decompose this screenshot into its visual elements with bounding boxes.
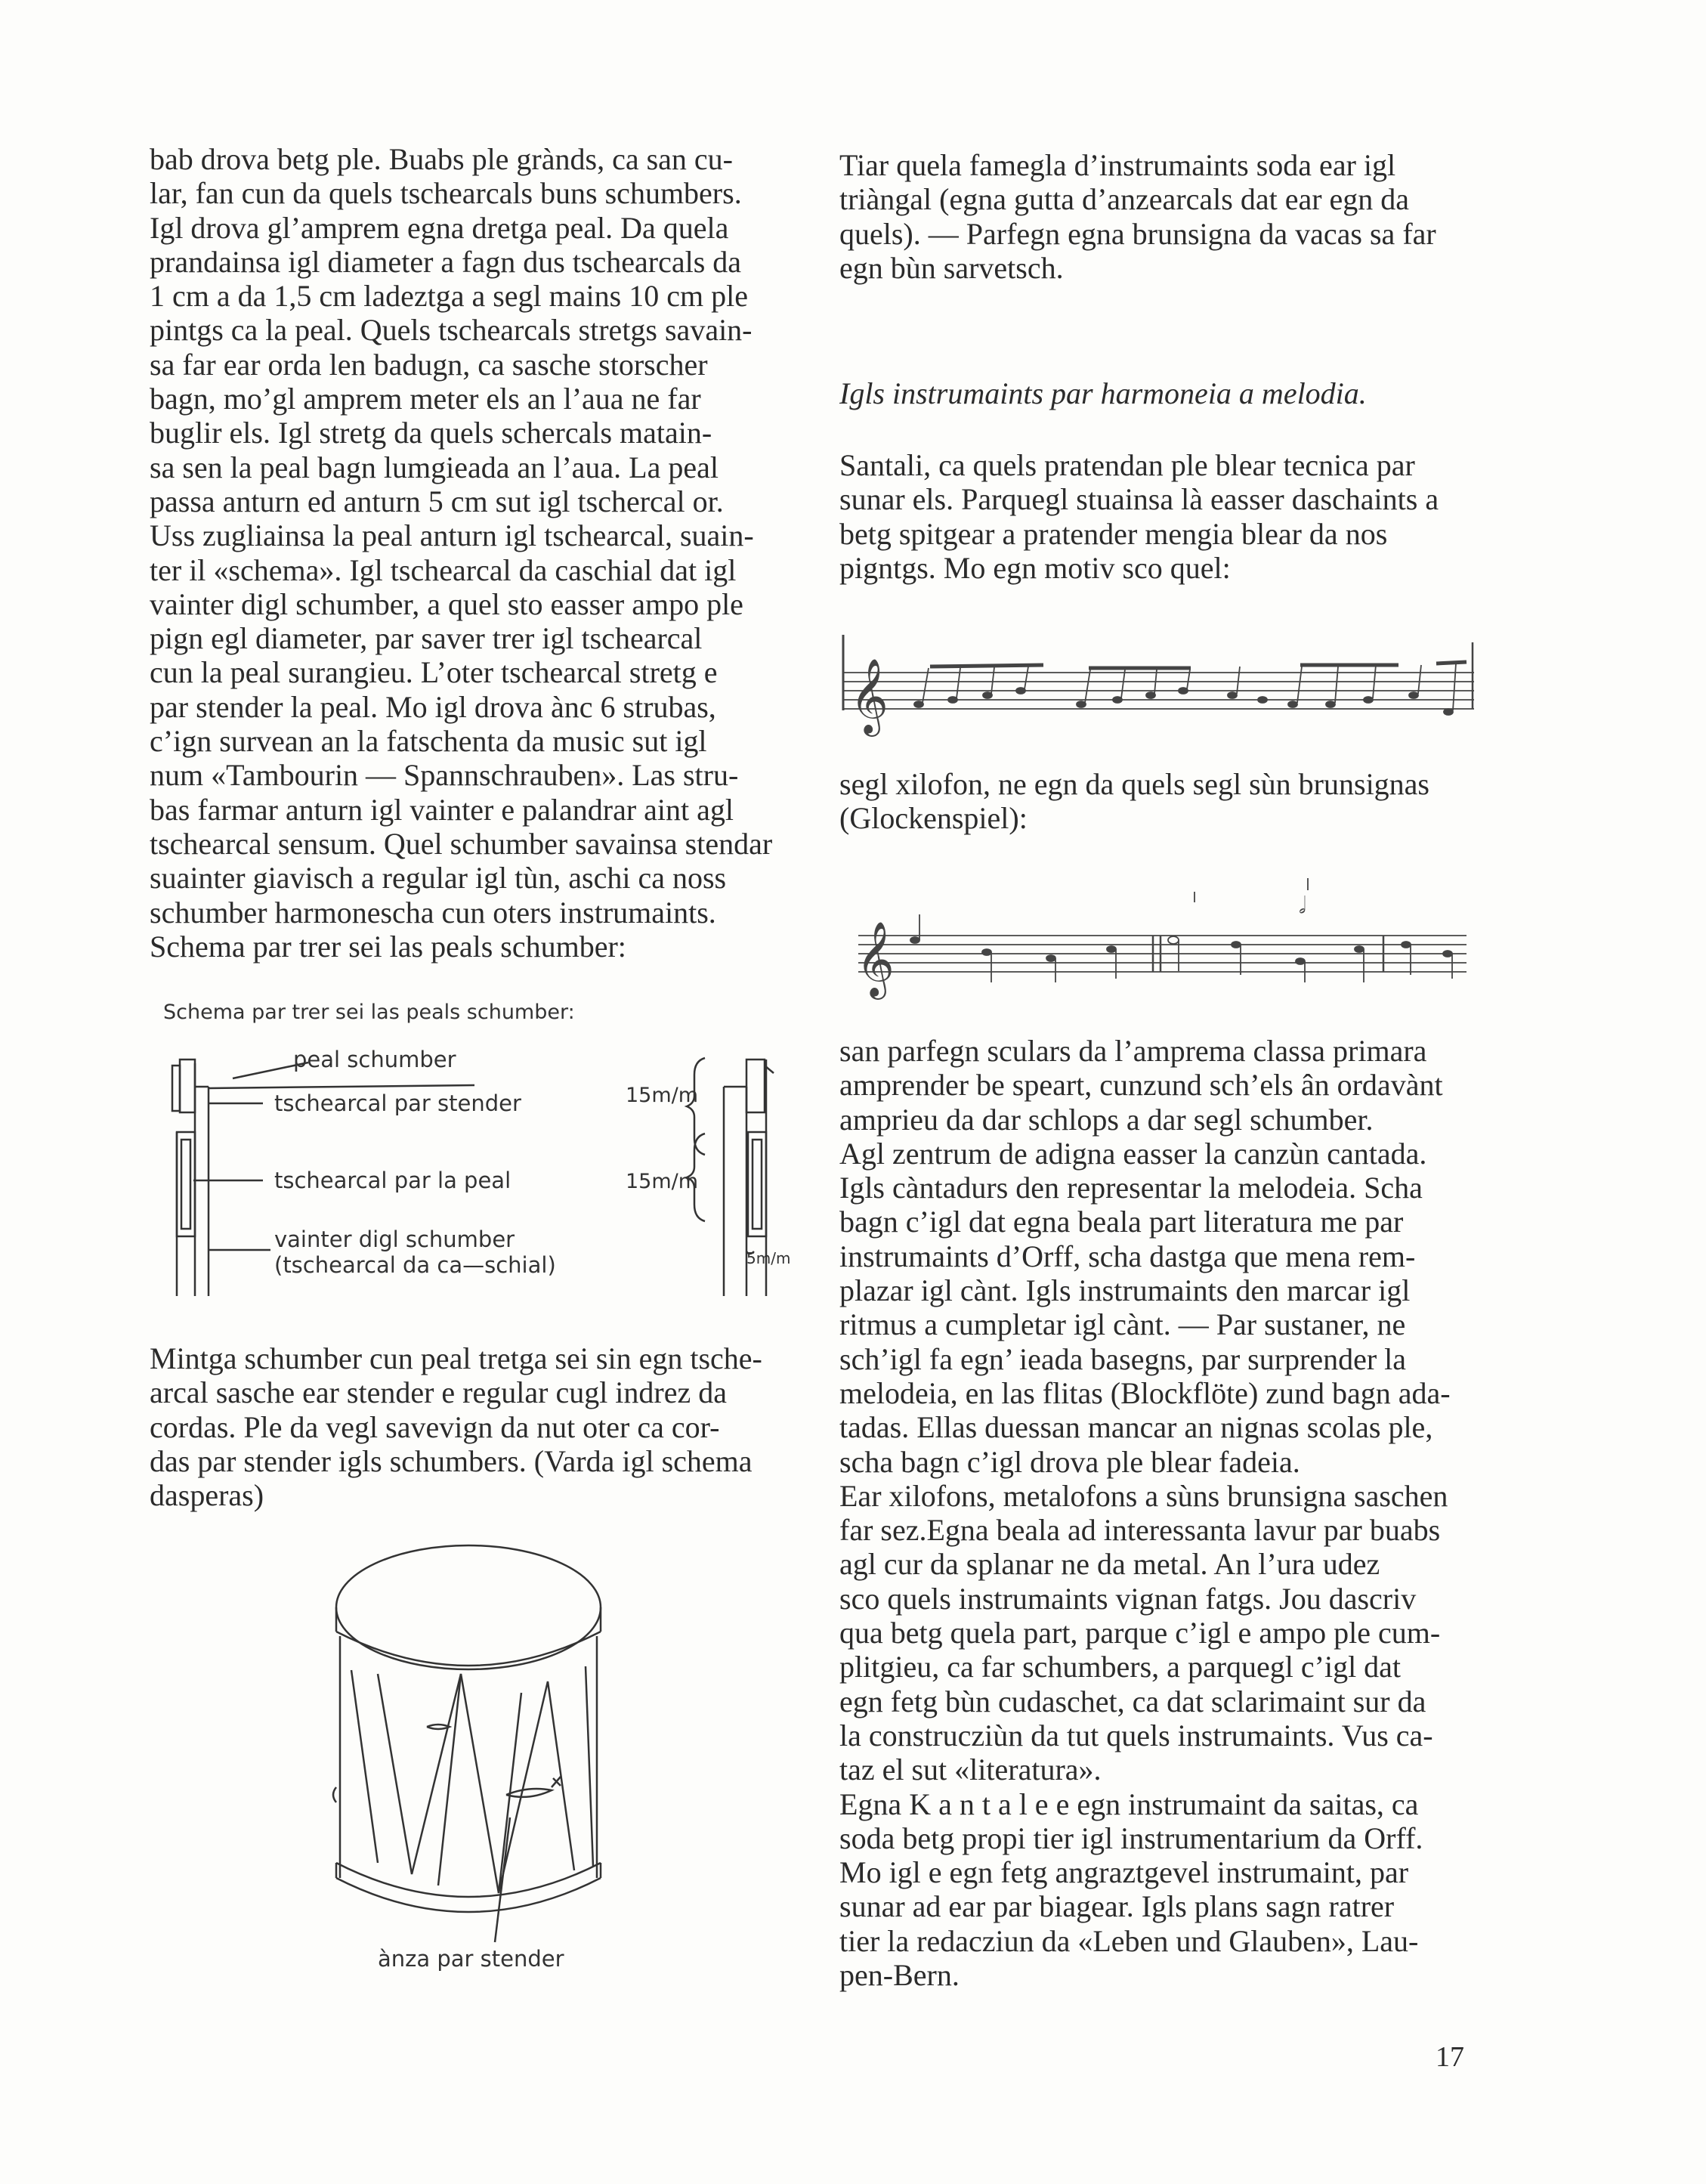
- text-line: amprieu da dar schlops a dar segl schumber.: [839, 1102, 1374, 1137]
- schema-left-clip: [172, 1066, 180, 1111]
- text-line: melodeia, en las flitas (Blockflöte) zund bagn ada-: [839, 1375, 1451, 1410]
- text-line: vainter digl schumber, a quel sto easser ampo ple: [150, 586, 743, 621]
- text-line: egn bùn sarvetsch.: [839, 250, 1064, 285]
- drum-caption: ànza par stender: [378, 1946, 564, 1972]
- text-line: Igl drova gl’amprem egna dretga peal. Da quela: [150, 210, 729, 245]
- text-line: sa far ear orda len badugn, ca sasche storscher: [150, 347, 708, 382]
- text-line: sco quels instrumaints vignan fatgs. Jou dascriv: [839, 1581, 1417, 1616]
- right-column-paragraph-2: [839, 448, 1495, 585]
- text-line: sch’igl fa egn’ ieada basegns, par surprender la: [839, 1341, 1407, 1376]
- schema-right-ring: [748, 1132, 766, 1236]
- text-line: egn fetg bùn cudaschet, ca dat sclarimaint sur da: [839, 1684, 1426, 1718]
- text-line: Agl zentrum de adigna easser la canzùn cantada.: [839, 1136, 1427, 1171]
- text-line: segl xilofon, ne egn da quels segl sùn brunsignas: [839, 767, 1429, 801]
- text-line: Mintga schumber cun peal tretga sei sin egn tsche-: [150, 1341, 762, 1375]
- text-line: Santali, ca quels pratendan ple blear tecnica par: [839, 448, 1415, 482]
- schema-label-tschearcal-peal: tschearcal par la peal: [274, 1168, 511, 1193]
- text-line: pintgs ca la peal. Quels tschearcals stretgs savain-: [150, 313, 753, 348]
- text-line: sa sen la peal bagn lumgieada an l’aua. La peal: [150, 450, 719, 484]
- text-line: cordas. Ple da vegl savevign da nut oter ca cor-: [150, 1409, 720, 1444]
- text-line: schumber harmonescha cun oters instrumaints.: [150, 895, 716, 930]
- right-column-paragraph-4: [839, 1034, 1495, 1992]
- text-line: Igls càntadurs den representar la melodeia. Scha: [839, 1171, 1423, 1205]
- text-line: far sez.Egna beala ad interessanta lavur par buabs: [839, 1513, 1441, 1548]
- schema-right-clamp: [746, 1060, 765, 1112]
- drumhead-schema-diagram: [150, 990, 814, 1307]
- text-line: arcal sasche ear stender e regular cugl indrez da: [150, 1375, 728, 1410]
- text-line: Egna K a n t a l e e egn instrumaint da saitas, ca: [839, 1786, 1419, 1821]
- text-line: taz el sut «literatura».: [839, 1752, 1102, 1787]
- schema-label-peal: peal schumber: [293, 1047, 456, 1072]
- text-line: buglir els. Igl stretg da quels schercals matain-: [150, 416, 712, 450]
- text-line: Ear xilofons, metalofons a sùns brunsigna saschen: [839, 1478, 1448, 1513]
- schema-label-vainter-2: (tschearcal da ca—schial): [274, 1252, 556, 1278]
- right-column-paragraph-3: [839, 767, 1495, 836]
- music-staff-motif-2: [839, 877, 1474, 1005]
- drum-tension-buckle: [506, 1789, 552, 1797]
- text-line: par stender la peal. Mo igl drova ànc 6 strubas,: [150, 689, 716, 724]
- schema-label-tschearcal-stender: tschearcal par stender: [274, 1090, 521, 1116]
- text-line: scha bagn c’igl drova ple blear fadeia.: [839, 1444, 1300, 1479]
- text-line: amprender be speart, cunzund sch’els ân ordavànt: [839, 1068, 1443, 1103]
- text-line: sunar els. Parquegl stuainsa là easser daschaints a: [839, 482, 1439, 517]
- text-line: suainter giavisch a regular igl tùn, aschi ca noss: [150, 861, 727, 896]
- section-heading: Igls instrumaints par harmoneia a melodia.: [839, 376, 1367, 410]
- schema-left-clamp: [180, 1060, 195, 1112]
- text-line: ter il «schema». Igl tschearcal da caschial dat igl: [150, 552, 737, 587]
- text-line: bagn c’igl dat egna beala part literatura me par: [839, 1205, 1404, 1239]
- half-note-icon: 𝅗𝅥: [1299, 892, 1306, 919]
- text-line: la construcziùn da tut quels instrumaints. Vus ca-: [839, 1718, 1433, 1752]
- text-line: Schema par trer sei las peals schumber:: [150, 929, 626, 964]
- drum-illustration: [317, 1538, 635, 1961]
- text-line: cun la peal surangieu. L’oter tschearcal stretg e: [150, 655, 718, 690]
- text-line: passa anturn ed anturn 5 cm sut igl tschercal or.: [150, 484, 724, 518]
- text-line: prandainsa igl diameter a fagn dus tschearcals da: [150, 244, 742, 279]
- text-line: Tiar quela famegla d’instrumaints soda ear igl: [839, 148, 1396, 182]
- schema-label-vainter-1: vainter digl schumber: [274, 1227, 515, 1252]
- page-number: 17: [1436, 2041, 1464, 2073]
- schema-dimension-1: 15m/m: [626, 1084, 699, 1107]
- text-line: betg spitgear a pratender mengia blear da nos: [839, 516, 1388, 551]
- schema-dimension-3: 5m/m: [746, 1249, 791, 1267]
- text-line: instrumaints d’Orff, scha dastga que mena rem-: [839, 1239, 1416, 1273]
- text-line: Uss zugliainsa la peal anturn igl tschearcal, suain-: [150, 518, 754, 553]
- text-line: qua betg quela part, parque c’igl e ampo ple cum-: [839, 1616, 1441, 1650]
- text-line: soda betg propi tier igl instrumentarium da Orff.: [839, 1821, 1423, 1855]
- schema-left-ring: [177, 1132, 195, 1236]
- text-line: 1 cm a da 1,5 cm ladeztga a segl mains 10 cm ple: [150, 279, 748, 314]
- text-line: pign egl diameter, par saver trer igl tschearcal: [150, 621, 703, 656]
- text-line: das par stender igls schumbers. (Varda igl schema: [150, 1443, 753, 1478]
- right-column-paragraph-1: [839, 148, 1495, 285]
- text-line: tadas. Ellas duessan mancar an nignas scolas ple,: [839, 1410, 1433, 1445]
- text-line: bagn, mo’gl amprem meter els an l’aua ne far: [150, 382, 701, 416]
- text-line: num «Tambourin — Spannschrauben». Las stru-: [150, 758, 739, 793]
- text-line: bab drova betg ple. Buabs ple grànds, ca san cu-: [150, 142, 733, 176]
- schema-dimension-2: 15m/m: [626, 1170, 699, 1193]
- text-line: ritmus a cumpletar igl cànt. — Par sustaner, ne: [839, 1307, 1406, 1342]
- text-line: triàngal (egna gutta d’anzearcals dat ear egn da: [839, 182, 1410, 217]
- text-line: Mo igl e egn fetg angraztgevel instrumaint, par: [839, 1855, 1409, 1890]
- text-line: tschearcal sensum. Quel schumber savainsa stendar: [150, 826, 773, 861]
- text-line: plazar igl cànt. Igls instrumaints den marcar igl: [839, 1273, 1411, 1308]
- schema-title: Schema par trer sei las peals schumber:: [163, 1001, 575, 1024]
- text-line: c’ign survean an la fatschenta da music sut igl: [150, 724, 707, 759]
- text-line: quels). — Parfegn egna brunsigna da vacas sa far: [839, 216, 1436, 251]
- text-line: san parfegn sculars da l’amprema classa primara: [839, 1034, 1427, 1068]
- text-line: agl cur da splanar ne da metal. An l’ura udez: [839, 1547, 1380, 1582]
- text-line: bas farmar anturn igl vainter e palandrar aint agl: [150, 792, 734, 827]
- text-line: plitgieu, ca far schumbers, a parquegl c’igl dat: [839, 1650, 1402, 1684]
- text-line: lar, fan cun da quels tschearcals buns schumbers.: [150, 176, 742, 211]
- text-line: sunar ad ear par biagear. Igls plans sagn ratrer: [839, 1889, 1395, 1924]
- text-line: (Glockenspiel):: [839, 801, 1028, 836]
- drum-tension-buckle: [427, 1725, 450, 1729]
- music-staff-motif-1: [839, 627, 1474, 748]
- treble-clef-icon: 𝄞: [850, 658, 889, 734]
- left-column-paragraph-1: [150, 142, 805, 964]
- text-line: pigntgs. Mo egn motiv sco quel:: [839, 550, 1231, 585]
- left-column-paragraph-2: [150, 1341, 805, 1512]
- drum-head: [336, 1545, 601, 1669]
- text-line: dasperas): [150, 1478, 264, 1513]
- text-line: pen-Bern.: [839, 1958, 960, 1993]
- treble-clef-icon: 𝄞: [856, 921, 895, 997]
- text-line: tier la redacziun da «Leben und Glauben», Lau-: [839, 1923, 1419, 1958]
